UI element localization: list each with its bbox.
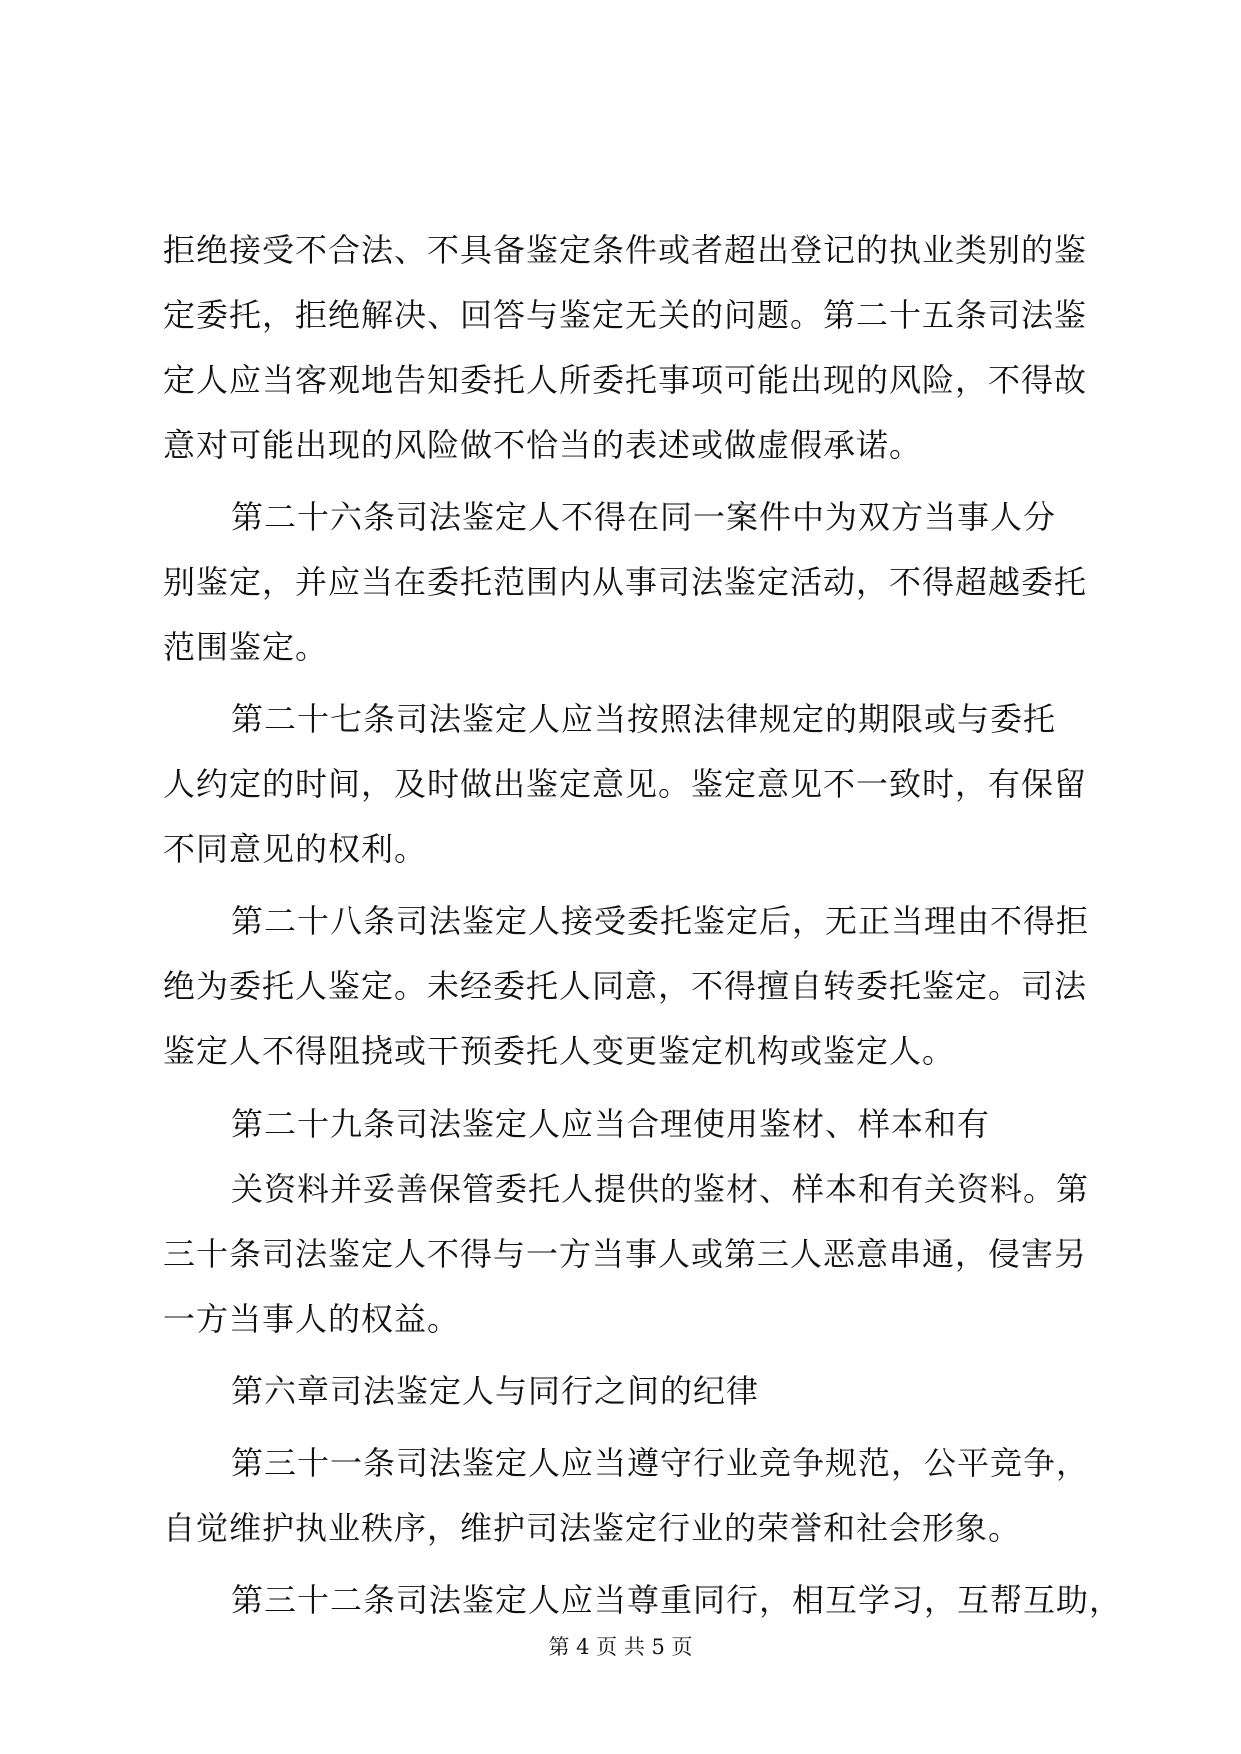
text-line: 别鉴定，并应当在委托范围内从事司法鉴定活动，不得超越委托 bbox=[163, 563, 1088, 601]
paragraph-start-line: 关资料并妥善保管委托人提供的鉴材、样本和有关资料。第 bbox=[231, 1170, 1090, 1208]
text-line: 一方当事人的权益。 bbox=[163, 1300, 461, 1338]
text-line: 不同意见的权利。 bbox=[163, 830, 428, 868]
text-line: 拒绝接受不合法、不具备鉴定条件或者超出登记的执业类别的鉴 bbox=[163, 231, 1088, 269]
paragraph-start-line: 第二十六条司法鉴定人不得在同一案件中为双方当事人分 bbox=[231, 498, 1057, 536]
paragraph-start-line: 第二十九条司法鉴定人应当合理使用鉴材、样本和有 bbox=[231, 1105, 991, 1143]
text-line: 定委托，拒绝解决、回答与鉴定无关的问题。第二十五条司法鉴 bbox=[163, 296, 1088, 334]
paragraph-start-line: 第二十八条司法鉴定人接受委托鉴定后，无正当理由不得拒 bbox=[231, 902, 1090, 940]
text-line: 自觉维护执业秩序，维护司法鉴定行业的荣誉和社会形象。 bbox=[163, 1509, 1022, 1547]
text-line: 三十条司法鉴定人不得与一方当事人或第三人恶意串通，侵害另 bbox=[163, 1235, 1088, 1273]
paragraph-start-line: 第二十七条司法鉴定人应当按照法律规定的期限或与委托 bbox=[231, 700, 1057, 738]
paragraph-start-line: 第三十一条司法鉴定人应当遵守行业竞争规范，公平竞争， bbox=[231, 1444, 1090, 1482]
text-line: 鉴定人不得阻挠或干预委托人变更鉴定机构或鉴定人。 bbox=[163, 1032, 956, 1070]
text-line: 定人应当客观地告知委托人所委托事项可能出现的风险，不得故 bbox=[163, 361, 1088, 399]
page-number-footer: 第 4 页 共 5 页 bbox=[548, 1635, 693, 1659]
text-line: 范围鉴定。 bbox=[163, 628, 329, 666]
paragraph-start-line: 第三十二条司法鉴定人应当尊重同行，相互学习，互帮互助， bbox=[231, 1581, 1123, 1619]
text-line: 意对可能出现的风险做不恰当的表述或做虚假承诺。 bbox=[163, 426, 923, 464]
text-line: 人约定的时间，及时做出鉴定意见。鉴定意见不一致时，有保留 bbox=[163, 765, 1088, 803]
chapter-heading: 第六章司法鉴定人与同行之间的纪律 bbox=[231, 1372, 760, 1410]
text-line: 绝为委托人鉴定。未经委托人同意，不得擅自转委托鉴定。司法 bbox=[163, 967, 1088, 1005]
